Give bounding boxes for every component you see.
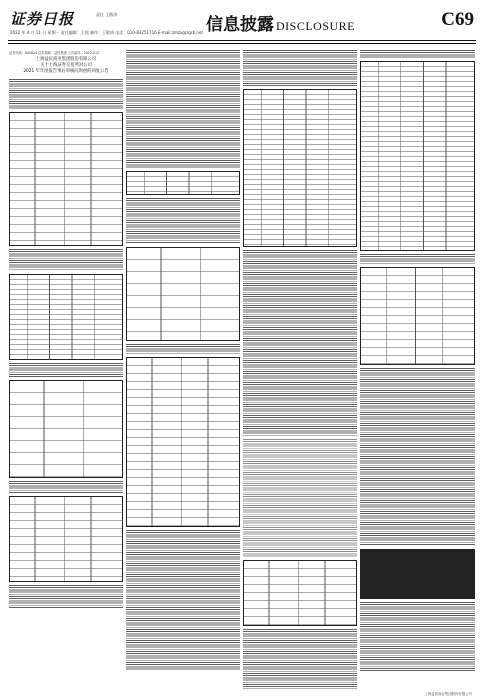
text-block xyxy=(360,602,475,672)
column-1 xyxy=(9,50,123,690)
newspaper-logo: 证券日报 xyxy=(10,10,75,28)
column-2 xyxy=(126,50,240,690)
text-block xyxy=(126,344,240,354)
article-title xyxy=(9,57,123,75)
data-table xyxy=(126,247,240,341)
data-table-dark xyxy=(360,549,475,599)
text-block xyxy=(126,50,240,168)
data-table xyxy=(243,89,357,247)
editor-note: 责任 王敬涛 xyxy=(96,12,118,17)
data-table xyxy=(360,267,475,365)
article-title-line-1: 上海益民商业集团股份有限公司 xyxy=(35,57,97,62)
data-table xyxy=(126,357,240,527)
section-title-cn: 信息披露 xyxy=(206,15,274,35)
text-block xyxy=(243,439,357,557)
text-block xyxy=(243,50,357,86)
section-title xyxy=(206,10,355,35)
text-block xyxy=(360,254,475,264)
text-block xyxy=(9,481,123,493)
text-block xyxy=(360,368,475,546)
text-block xyxy=(126,530,240,670)
issue-line: 2022 年 4 月 11 日 星期一 责任编辑：王熙 制作：王敬涛 电话：010-83251716 E-mail:zmzx@zqrb.net xyxy=(10,30,203,35)
text-block xyxy=(9,79,123,109)
text-block xyxy=(9,585,123,609)
data-table xyxy=(126,171,240,195)
text-block xyxy=(9,363,123,377)
article-title-line-2: 关于上海证券交易所对公司 xyxy=(40,63,92,68)
text-block xyxy=(9,249,123,271)
text-block xyxy=(360,50,475,58)
column-4 xyxy=(360,50,475,690)
header-rule xyxy=(8,40,476,41)
text-block xyxy=(243,629,357,689)
text-block xyxy=(126,198,240,244)
column-3 xyxy=(243,50,357,690)
page-number: C69 xyxy=(441,9,474,30)
footer-stamp: 上海益民商业集团股份有限公司 xyxy=(424,692,472,696)
data-table xyxy=(9,380,123,478)
text-block xyxy=(243,250,357,436)
masthead xyxy=(8,6,476,38)
article-byline: 证券代码：600824 证券简称：益民集团 公告编号：2022-012 xyxy=(9,51,100,55)
data-table xyxy=(9,496,123,582)
header-rule-thin xyxy=(8,43,476,44)
section-title-en: DISCLOSURE xyxy=(276,19,356,33)
article-title-line-3: 2021 年年度报告事后审核问询函的回复公告 xyxy=(23,69,109,74)
data-table xyxy=(9,112,123,246)
data-table xyxy=(360,61,475,251)
data-table xyxy=(9,274,123,360)
data-table xyxy=(243,560,357,626)
